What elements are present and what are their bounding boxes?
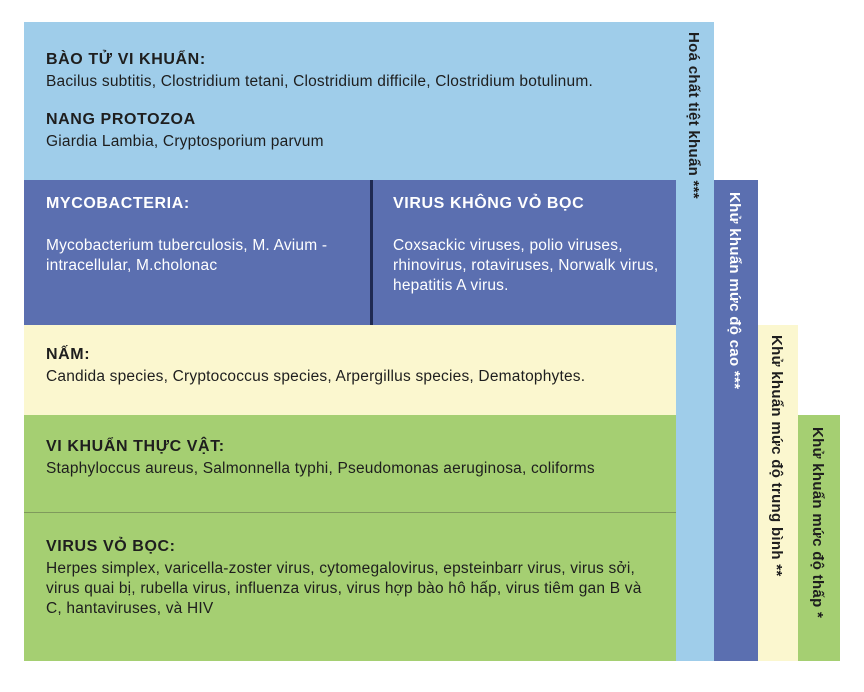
low-level-column bbox=[798, 415, 840, 661]
spores-protozoa-box bbox=[24, 22, 676, 180]
spores-title: BÀO TỬ VI KHUẨN: bbox=[46, 51, 206, 68]
low-level-label: Khử khuẩn mức độ thấp * bbox=[809, 427, 826, 619]
vegetative-bacteria-box bbox=[24, 415, 676, 512]
enveloped-text: Herpes simplex, varicella-zoster virus, cytomegalovirus, epsteinbarr virus, virus sởi, virus quai bị, rubella virus, influenza virus, virus hợp bào hô hấp, virus tiêm gan B và C, hantaviruses, và HIV bbox=[46, 560, 642, 617]
sterilant-column bbox=[676, 22, 714, 661]
vegetative-text: Staphyloccus aureus, Salmonnella typhi, Pseudomonas aeruginosa, coliforms bbox=[46, 460, 595, 477]
enveloped-title: VIRUS VỎ BỌC: bbox=[46, 538, 176, 555]
high-level-column bbox=[714, 180, 758, 661]
mycobacteria-box bbox=[24, 180, 370, 325]
mycobacteria-text: Mycobacterium tuberculosis, M. Avium - intracellular, M.cholonac bbox=[46, 237, 328, 274]
high-level-label: Khử khuẩn mức độ cao *** bbox=[726, 192, 743, 390]
fungi-title: NẤM: bbox=[46, 346, 91, 363]
fungi-text: Candida species, Cryptococcus species, Arpergillus species, Dematophytes. bbox=[46, 368, 586, 385]
mycobacteria-title: MYCOBACTERIA: bbox=[46, 195, 190, 212]
intermediate-level-label: Khử khuẩn mức độ trung bình ** bbox=[768, 335, 785, 577]
non-enveloped-text: Coxsackic viruses, polio viruses, rhinovirus, rotaviruses, Norwalk virus, hepatitis A virus. bbox=[393, 237, 659, 294]
protozoa-title: NANG PROTOZOA bbox=[46, 111, 196, 128]
non-enveloped-virus-box bbox=[373, 180, 676, 325]
fungi-box bbox=[24, 325, 676, 415]
spores-text: Bacilus subtitis, Clostridium tetani, Clostridium difficile, Clostridium botulinum. bbox=[46, 73, 593, 90]
vegetative-title: VI KHUẨN THỰC VẬT: bbox=[46, 438, 225, 455]
intermediate-level-column bbox=[758, 325, 798, 661]
non-enveloped-title: VIRUS KHÔNG VỎ BỌC bbox=[393, 195, 585, 212]
enveloped-virus-box bbox=[24, 513, 676, 661]
protozoa-text: Giardia Lambia, Cryptosporium parvum bbox=[46, 133, 324, 150]
sterilant-label: Hoá chất tiệt khuẩn *** bbox=[685, 32, 702, 199]
